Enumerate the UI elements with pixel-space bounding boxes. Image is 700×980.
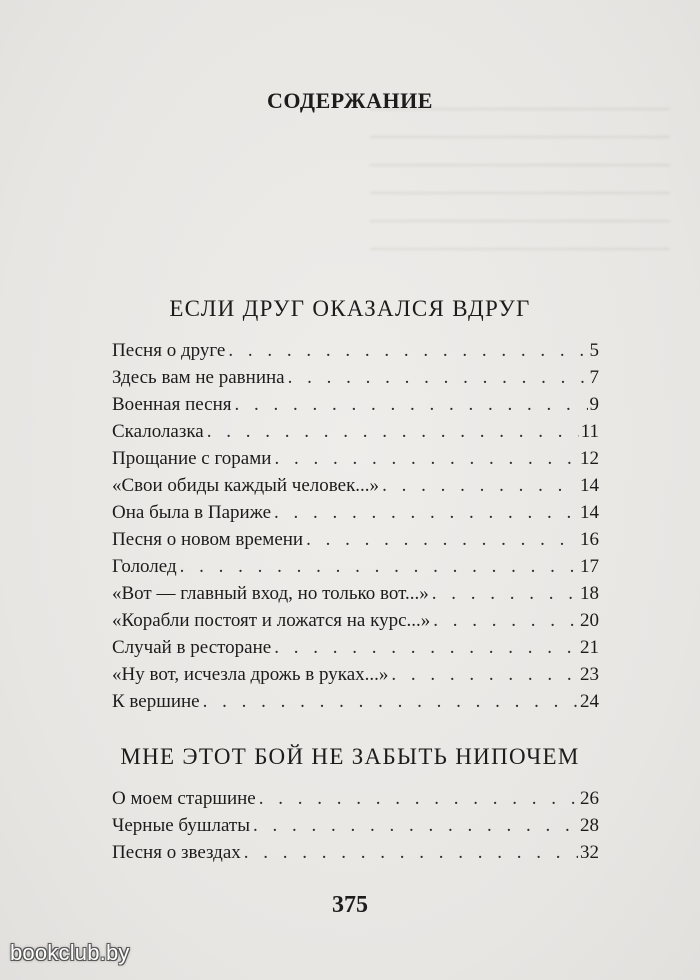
toc-entry [112, 394, 599, 421]
toc-entry-title: О моем старшине [112, 788, 256, 809]
toc-entry-page: 18 [580, 583, 599, 604]
toc-entry-page: 23 [580, 664, 599, 685]
bleed-through-text [370, 92, 670, 262]
section-title-2: МНЕ ЭТОТ БОЙ НЕ ЗАБЫТЬ НИПОЧЕМ [120, 744, 580, 769]
toc-entry-title: Скалолазка [112, 421, 204, 442]
toc-entry [112, 367, 599, 394]
toc-entry [112, 583, 599, 610]
toc-entry [112, 788, 599, 815]
toc-entry-page: 7 [589, 367, 599, 388]
toc-entry-page: 9 [589, 394, 599, 415]
toc-entry [112, 610, 599, 637]
toc-entry-title: Здесь вам не равнина [112, 367, 285, 388]
leader-dots [180, 556, 578, 578]
toc-entry-title: К вершине [112, 691, 200, 712]
toc-entry-page: 5 [589, 340, 599, 361]
toc-entry-page: 26 [580, 788, 599, 809]
toc-entry-title: Военная песня [112, 394, 232, 415]
toc-entry-page: 24 [580, 691, 599, 712]
toc-entry-title: Песня о новом времени [112, 529, 304, 550]
toc-entry [112, 842, 599, 869]
toc-entry-title: Она была в Париже [112, 502, 272, 523]
leader-dots [288, 367, 588, 389]
page-title: СОДЕРЖАНИЕ [267, 88, 433, 113]
toc-entry-page: 28 [580, 815, 599, 836]
leader-dots [433, 610, 578, 632]
toc-entry-page: 20 [580, 610, 599, 631]
leader-dots [253, 815, 578, 837]
toc-entry-page: 17 [580, 556, 599, 577]
toc-entry [112, 448, 599, 475]
toc-entry-title: «Корабли постоят и ложатся на курс...» [112, 610, 431, 631]
leader-dots [391, 664, 578, 686]
page-number: 375 [332, 892, 368, 918]
leader-dots [203, 691, 578, 713]
leader-dots [306, 529, 578, 551]
toc-entry [112, 664, 599, 691]
toc-entry-title: Прощание с горами [112, 448, 272, 469]
section-title-1: ЕСЛИ ДРУГ ОКАЗАЛСЯ ВДРУГ [169, 296, 531, 321]
toc-entry-page: 14 [580, 475, 599, 496]
leader-dots [228, 340, 587, 362]
leader-dots [274, 502, 578, 524]
toc-entry-title: «Ну вот, исчезла дрожь в руках...» [112, 664, 389, 685]
leader-dots [235, 394, 588, 416]
leader-dots [274, 448, 578, 470]
leader-dots [432, 583, 578, 605]
toc-list-1 [112, 340, 599, 718]
toc-entry [112, 529, 599, 556]
toc-entry [112, 815, 599, 842]
toc-entry [112, 637, 599, 664]
toc-entry-title: Черные бушлаты [112, 815, 250, 836]
toc-entry-page: 14 [580, 502, 599, 523]
leader-dots [207, 421, 579, 443]
toc-entry-page: 21 [580, 637, 599, 658]
toc-entry-title: Случай в ресторане [112, 637, 272, 658]
toc-entry-page: 32 [580, 842, 599, 863]
toc-entry [112, 502, 599, 529]
toc-entry-title: Гололед [112, 556, 177, 577]
toc-entry-page: 11 [580, 421, 599, 442]
toc-entry-title: Песня о друге [112, 340, 226, 361]
leader-dots [244, 842, 578, 864]
leader-dots [274, 637, 578, 659]
toc-entry-title: «Свои обиды каждый человек...» [112, 475, 380, 496]
toc-entry-page: 12 [580, 448, 599, 469]
watermark: bookclub.by [10, 940, 130, 965]
toc-entry-title: Песня о звездах [112, 842, 241, 863]
toc-entry-page: 16 [580, 529, 599, 550]
toc-entry [112, 475, 599, 502]
leader-dots [259, 788, 578, 810]
toc-entry [112, 340, 599, 367]
toc-entry [112, 421, 599, 448]
toc-entry [112, 556, 599, 583]
toc-list-2 [112, 788, 599, 869]
toc-entry-title: «Вот — главный вход, но только вот...» [112, 583, 429, 604]
leader-dots [382, 475, 578, 497]
toc-entry [112, 691, 599, 718]
